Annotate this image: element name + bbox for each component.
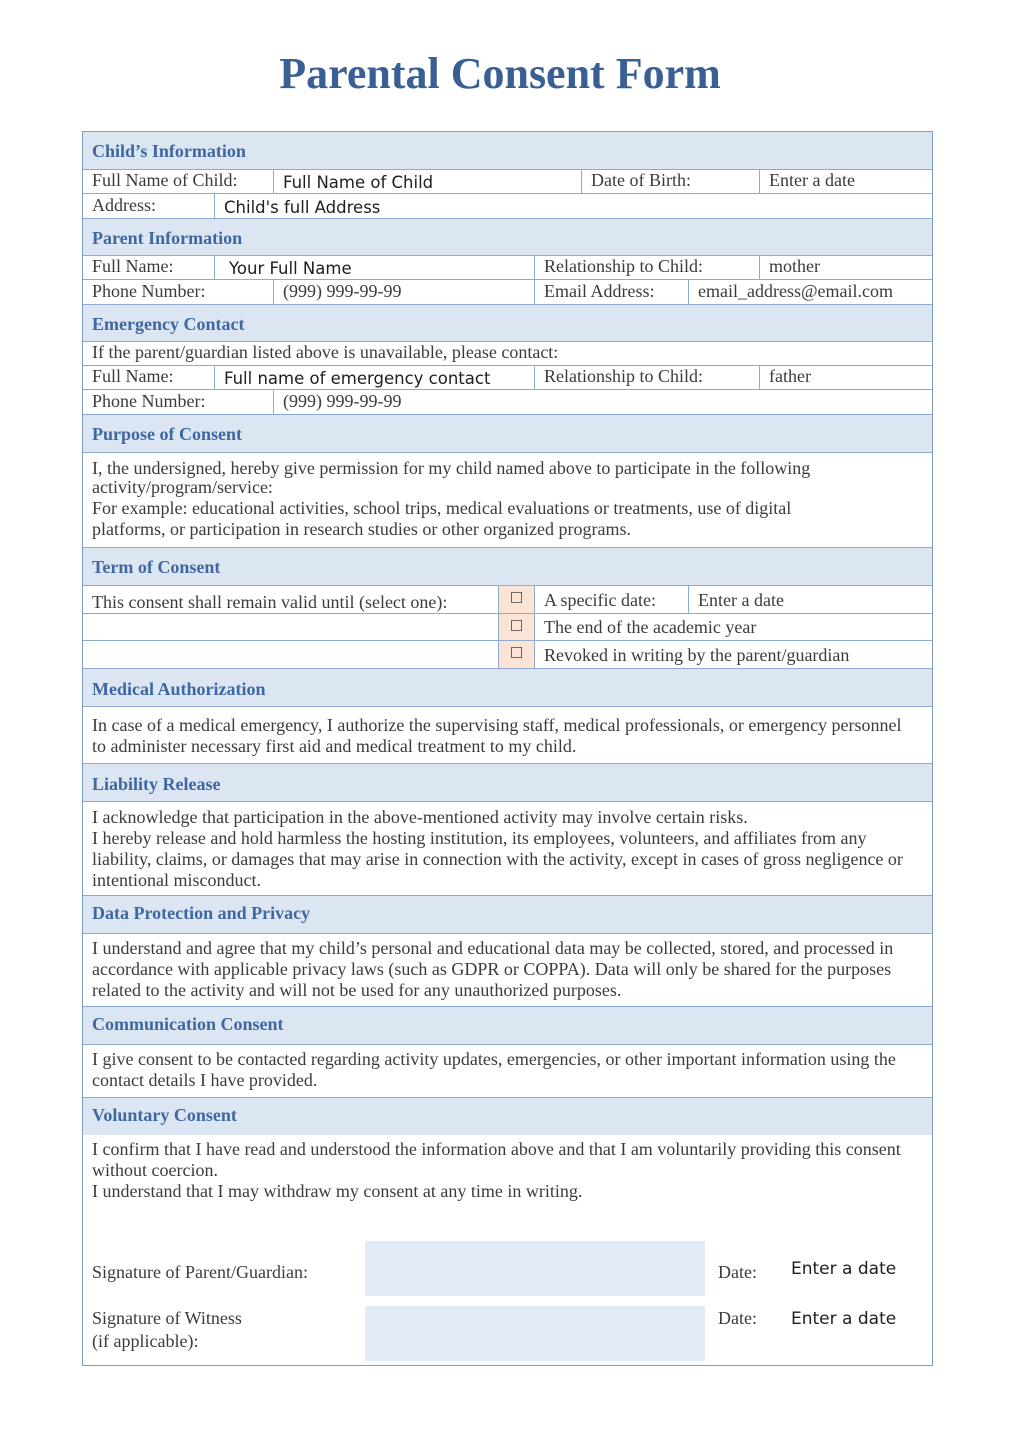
section-medical (83, 669, 932, 707)
term-label: This consent shall remain valid until (select one): (92, 592, 448, 612)
checkbox-revoked[interactable]: ☐ (498, 641, 534, 668)
section-voluntary (83, 1098, 932, 1135)
section-communication (83, 1007, 932, 1045)
term-option-row-1 (83, 586, 932, 614)
parent-signature-field[interactable] (365, 1241, 705, 1296)
liability-text: I acknowledge that participation in the above-mentioned activity may involve certain risks. I hereby release and hold harmless the hosting institution, its employees, volunteers, and affiliates from any liability, claims, or damages that may arise in connection with the activity, except in cases of gross negligence or intentional misconduct. (92, 807, 903, 890)
consent-form (82, 131, 933, 1366)
section-title: Emergency Contact (92, 314, 245, 334)
section-title: Term of Consent (92, 557, 221, 577)
emergency-note-row (83, 342, 932, 366)
emergency-relation-label: Relationship to Child: (534, 366, 759, 389)
witness-signature-field[interactable] (365, 1306, 705, 1361)
section-title: Communication Consent (92, 1014, 284, 1034)
section-title: Parent Information (92, 228, 243, 248)
parent-name-field[interactable]: Your Full Name (214, 256, 534, 279)
parent-email-label: Email Address: (534, 280, 688, 304)
parent-name-label: Full Name: (92, 256, 174, 276)
section-title: Child’s Information (92, 141, 246, 161)
section-emergency-contact (83, 305, 932, 342)
parent-phone-label: Phone Number: (92, 281, 206, 301)
empty-cell (83, 614, 498, 640)
specific-date-field[interactable]: Enter a date (688, 586, 932, 613)
parent-relation-field[interactable]: mother (759, 256, 932, 279)
parent-name-row (83, 256, 932, 280)
emergency-phone-label: Phone Number: (92, 391, 206, 411)
purpose-text: I, the undersigned, hereby give permission for my child named above to participate in the following activity/program/service: For example: educational activities, school trips, medical evaluations or treatments, use of digital platforms, or participation in research studies or other organized programs. (92, 458, 811, 539)
parent-contact-row (83, 280, 932, 305)
dob-label: Date of Birth: (581, 170, 759, 193)
child-name-row (83, 170, 932, 194)
section-privacy (83, 896, 932, 934)
parent-date-label: Date: (718, 1262, 757, 1282)
section-title: Medical Authorization (92, 679, 266, 699)
empty-cell (83, 641, 498, 668)
checkbox-academic-year[interactable]: ☐ (498, 614, 534, 640)
address-label: Address: (92, 195, 156, 215)
witness-signature-label: Signature of Witness (if applicable): (92, 1308, 242, 1351)
liability-body (83, 802, 932, 896)
checkbox-specific-date[interactable]: ☐ (498, 586, 534, 613)
section-title: Liability Release (92, 774, 221, 794)
purpose-body (83, 453, 932, 548)
emergency-phone-row (83, 390, 932, 415)
child-name-field[interactable]: Full Name of Child (273, 170, 581, 193)
emergency-phone-field[interactable]: (999) 999-99-99 (273, 390, 932, 414)
emergency-note: If the parent/guardian listed above is unavailable, please contact: (92, 342, 559, 362)
parent-signature-label: Signature of Parent/Guardian: (92, 1262, 308, 1282)
parent-date-field[interactable]: Enter a date (791, 1259, 897, 1279)
communication-text: I give consent to be contacted regarding activity updates, emergencies, or other important information using the contact details I have provided. (92, 1049, 896, 1090)
parent-phone-field[interactable]: (999) 999-99-99 (273, 280, 534, 304)
emergency-name-label: Full Name: (92, 366, 174, 386)
address-field[interactable]: Child's full Address (214, 194, 932, 218)
section-title: Purpose of Consent (92, 424, 243, 444)
child-name-label: Full Name of Child: (92, 170, 238, 190)
option-academic-year: The end of the academic year (534, 614, 932, 640)
privacy-body (83, 934, 932, 1007)
section-title: Data Protection and Privacy (92, 903, 311, 923)
term-option-row-3 (83, 641, 932, 669)
section-title: Voluntary Consent (92, 1105, 237, 1125)
option-specific-date: A specific date: (534, 586, 688, 613)
child-address-row (83, 194, 932, 219)
communication-body (83, 1045, 932, 1098)
parent-relation-label: Relationship to Child: (534, 256, 759, 279)
section-child-info (83, 132, 932, 170)
witness-date-field[interactable]: Enter a date (791, 1309, 897, 1329)
emergency-name-field[interactable]: Full name of emergency contact (214, 366, 534, 389)
dob-field[interactable]: Enter a date (759, 170, 932, 193)
section-term (83, 548, 932, 586)
form-title: Parental Consent Form (279, 49, 721, 98)
medical-body (83, 707, 932, 764)
voluntary-text: I confirm that I have read and understood the information above and that I am voluntarily providing this consent without coercion. I understand that I may withdraw my consent at any time in writing. (92, 1139, 901, 1201)
term-option-row-2 (83, 614, 932, 641)
witness-date-label: Date: (718, 1308, 757, 1328)
privacy-text: I understand and agree that my child’s personal and educational data may be collected, stored, and processed in accordance with applicable privacy laws (such as GDPR or COPPA). Data will only be shared for the purposes related to the activity and will not be used for any unauthorized purposes. (92, 938, 894, 1000)
parent-email-field[interactable]: email_address@email.com (688, 280, 932, 304)
section-parent-info (83, 219, 932, 256)
emergency-relation-field[interactable]: father (759, 366, 932, 389)
emergency-name-row (83, 366, 932, 390)
section-purpose (83, 415, 932, 453)
medical-text: In case of a medical emergency, I authorize the supervising staff, medical professionals, or emergency personnel to administer necessary first aid and medical treatment to my child. (92, 715, 902, 756)
option-revoked: Revoked in writing by the parent/guardian (534, 641, 932, 668)
section-liability (83, 764, 932, 802)
